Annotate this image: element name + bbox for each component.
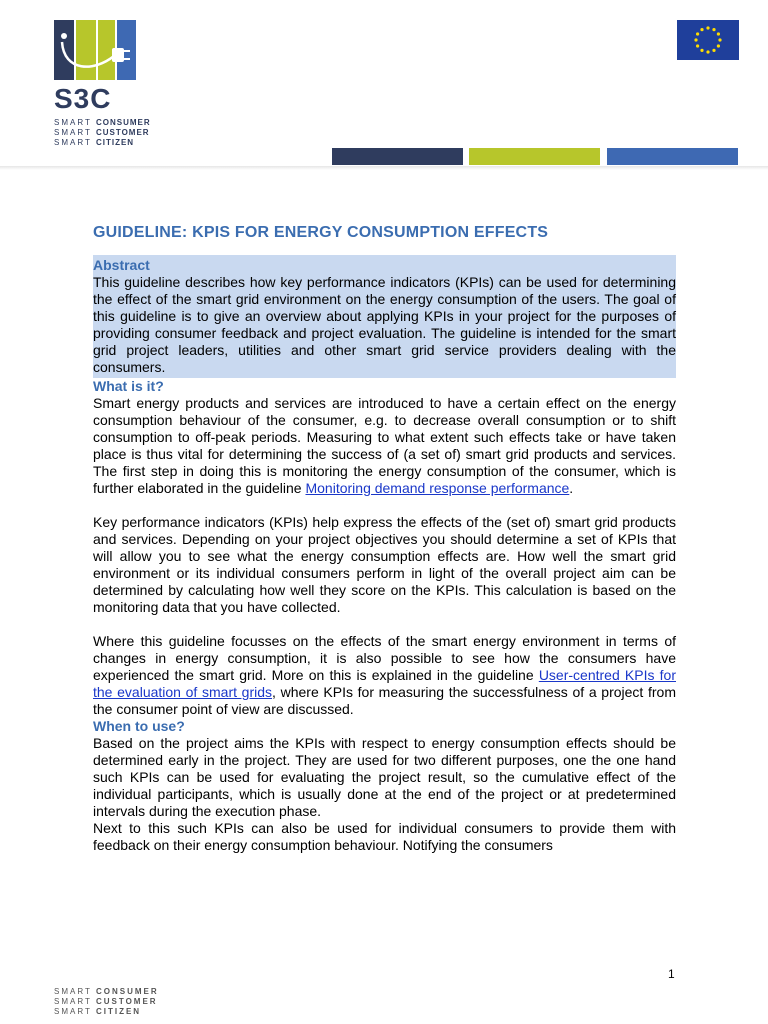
section-heading-what-is-it: What is it? (93, 378, 164, 394)
abstract-text: This guideline describes how key performance indicators (KPIs) can be used for determining the effect of the smart grid environment on the energy consumption of the users. The goal of this guideline is to give an overview about applying KPIs in your project for the purposes of providing consumer feedback and project evaluation. The guideline is intended for the smart grid project leaders, utilities and other smart grid service providers dealing with the consumers. (93, 274, 676, 375)
paragraph: Based on the project aims the KPIs with respect to energy consumption effects should be determined early in the project. They are used for two different purposes, one the one hand such KPIs can be used for evaluating the project result, so the cumulative effect of the individual participants, which is usually done at the end of the project or at predetermined intervals during the execution phase. (93, 735, 676, 819)
abstract-box (93, 255, 676, 378)
tagline-line: SMART CUSTOMER (54, 128, 150, 137)
eu-flag-icon (677, 20, 739, 60)
tagline-line: SMART CUSTOMER (54, 997, 158, 1006)
tagline-line: SMART CITIZEN (54, 1007, 142, 1016)
header-strip-lime (469, 148, 600, 165)
document-title: GUIDELINE: KPIS FOR ENERGY CONSUMPTION EFFECTS (93, 224, 549, 241)
paragraph: Next to this such KPIs can also be used for individual consumers to provide them with feedback on their energy consumption behaviour. Notifying the consumers (93, 820, 676, 853)
document-body (93, 224, 676, 854)
paragraph: Where this guideline focusses on the effects of the smart energy environment in terms of changes in energy consumption, it is also possible to see how the consumers have experienced the smart grid. More on this is explained in the guideline User-centred KPIs for the evaluation of smart grids, where KPIs for measuring the successfulness of a project from the consumer point of view are discussed. (93, 633, 676, 717)
logo-tagline (54, 118, 151, 148)
s3c-logo (54, 20, 151, 148)
tagline-line: SMART CONSUMER (54, 118, 151, 127)
tagline-line: SMART CITIZEN (54, 138, 135, 147)
section-heading-when-to-use: When to use? (93, 718, 185, 734)
logo-bars (54, 20, 136, 80)
abstract-heading: Abstract (93, 257, 150, 273)
header-strip-navy (332, 148, 463, 165)
paragraph: Smart energy products and services are introduced to have a certain effect on the energy consumption behaviour of the consumer, e.g. to decrease overall consumption or to shift consumption to off-peak periods. Measuring to what extent such effects take or have taken place is thus vital for determining the success of (a set of) smart grid products and services. The first step in doing this is monitoring the energy consumption of the consumer, which is further elaborated in the guideline Monitoring demand response performance. (93, 395, 676, 496)
paragraph: Key performance indicators (KPIs) help express the effects of the (set of) smart grid products and services. Depending on your project objectives you should determine a set of KPIs that will allow you to see what the energy consumption effects are. How well the smart grid environment or its individual consumers perform in light of the overall project aim can be determined by calculating how well they score on the KPIs. This calculation is based on the monitoring data that you have collected. (93, 514, 676, 615)
link-user-centred-kpis[interactable]: User-centred KPIs for the evaluation of smart grids (93, 667, 676, 700)
tagline-line: SMART CONSUMER (54, 987, 159, 996)
plug-cable-icon (54, 20, 136, 80)
footer-tagline (54, 987, 159, 1017)
eu-stars (677, 20, 739, 60)
page-number: 1 (668, 967, 675, 981)
header-divider (0, 166, 768, 170)
link-monitoring-demand-response[interactable]: Monitoring demand response performance (305, 480, 570, 496)
header-strip-blue (607, 148, 738, 165)
logo-text: S3C (54, 83, 112, 114)
